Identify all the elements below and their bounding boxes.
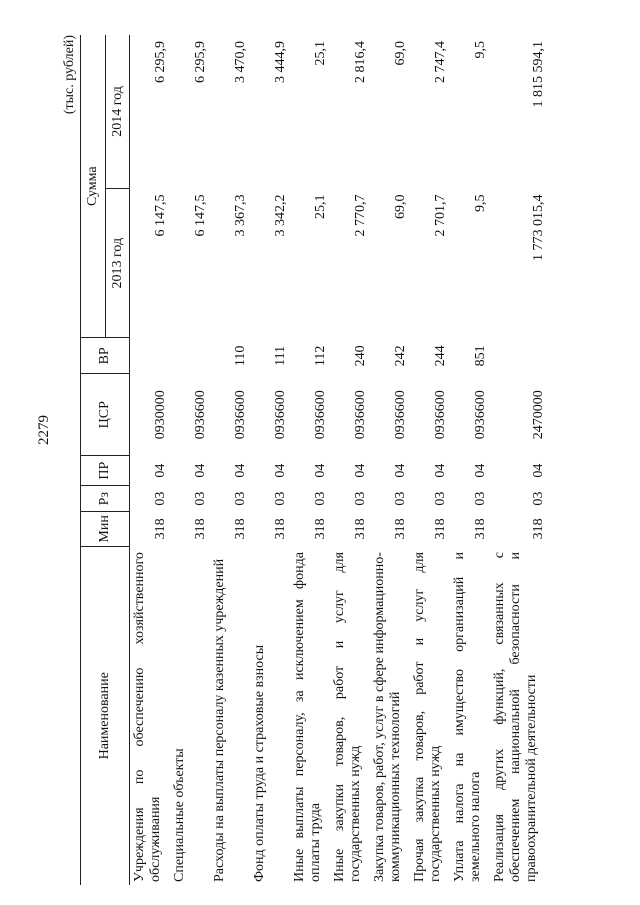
table-row bbox=[330, 35, 370, 885]
header-vr: ВР bbox=[81, 338, 130, 374]
row-sum-2013: 2 770,7 bbox=[352, 194, 368, 237]
row-sum-2013: 6 147,5 bbox=[192, 194, 208, 237]
row-csr: 0936600 bbox=[272, 390, 288, 440]
row-vr bbox=[130, 338, 171, 374]
table-row bbox=[450, 35, 490, 885]
row-pr: 04 bbox=[232, 463, 248, 478]
row-sum-2013: 9,5 bbox=[472, 194, 488, 212]
row-csr: 0936600 bbox=[432, 390, 448, 440]
row-sum-2014: 2 747,4 bbox=[432, 41, 448, 83]
row-csr: 0936600 bbox=[352, 390, 368, 440]
row-min: 318 bbox=[272, 518, 288, 540]
table-row bbox=[170, 35, 210, 885]
row-min: 318 bbox=[530, 518, 546, 540]
row-sum-2014: 69,0 bbox=[392, 41, 408, 66]
row-sum-2014: 6 295,9 bbox=[192, 41, 208, 83]
row-min: 318 bbox=[352, 518, 368, 540]
row-name: Реализация других функций, связанных с обеспечением национальной безопасности и правоохранительной деятельности bbox=[492, 552, 539, 882]
row-csr: 2470000 bbox=[530, 390, 546, 440]
row-vr: 110 bbox=[232, 345, 248, 367]
row-sum-2014: 9,5 bbox=[472, 41, 488, 59]
header-min: Мин bbox=[81, 512, 130, 546]
row-name: Специальные объекты bbox=[172, 748, 188, 882]
row-sum-2013: 69,0 bbox=[392, 194, 408, 219]
row-csr: 0936600 bbox=[392, 390, 408, 440]
row-name: Иные закупки товаров, работ и услуг для государственных нужд bbox=[332, 552, 364, 882]
row-rz: 03 bbox=[472, 491, 488, 506]
row-pr: 04 bbox=[392, 463, 408, 478]
row-name: Иные выплаты персоналу, за исключением фонда оплаты труда bbox=[292, 552, 324, 882]
row-vr bbox=[490, 338, 548, 374]
header-2013: 2013 год bbox=[105, 188, 130, 337]
table-row bbox=[130, 35, 171, 885]
row-min: 318 bbox=[312, 518, 328, 540]
row-sum-2013: 1 773 015,4 bbox=[530, 194, 546, 261]
header-pr: ПР bbox=[81, 456, 130, 486]
row-name: Расходы на выплаты персоналу казенных учреждений bbox=[212, 558, 228, 882]
budget-table bbox=[80, 35, 548, 885]
row-name: Закупка товаров, работ, услуг в сфере информационно-коммуникационных технологий bbox=[372, 552, 404, 882]
row-csr: 0936600 bbox=[192, 390, 208, 440]
row-rz: 03 bbox=[152, 491, 168, 506]
row-vr: 242 bbox=[392, 345, 408, 367]
row-rz: 03 bbox=[272, 491, 288, 506]
row-pr: 04 bbox=[352, 463, 368, 478]
row-sum-2013: 3 367,3 bbox=[232, 194, 248, 237]
row-pr: 04 bbox=[192, 463, 208, 478]
row-rz: 03 bbox=[312, 491, 328, 506]
table-header bbox=[81, 35, 130, 885]
header-rz: Рз bbox=[81, 486, 130, 512]
row-sum-2013: 6 147,5 bbox=[152, 194, 168, 237]
row-min: 318 bbox=[432, 518, 448, 540]
row-rz: 03 bbox=[192, 491, 208, 506]
row-name: Уплата налога на имущество организаций и земельного налога bbox=[452, 552, 484, 882]
row-sum-2014: 3 470,0 bbox=[232, 41, 248, 83]
row-rz: 03 bbox=[432, 491, 448, 506]
units-label: (тыс. рублей) bbox=[62, 35, 77, 115]
row-name: Учреждения по обеспечению хозяйственного обслуживания bbox=[132, 552, 164, 882]
row-rz: 03 bbox=[530, 491, 546, 506]
header-2014: 2014 год bbox=[105, 35, 130, 188]
row-rz: 03 bbox=[392, 491, 408, 506]
row-sum-2013: 25,1 bbox=[312, 194, 328, 219]
row-vr: 851 bbox=[472, 345, 488, 367]
row-sum-2013: 2 701,7 bbox=[432, 194, 448, 237]
row-vr: 244 bbox=[432, 345, 448, 367]
row-pr: 04 bbox=[472, 463, 488, 478]
row-sum-2014: 3 444,9 bbox=[272, 41, 288, 83]
row-min: 318 bbox=[192, 518, 208, 540]
table-body bbox=[130, 35, 549, 885]
row-csr: 0936600 bbox=[232, 390, 248, 440]
row-pr: 04 bbox=[152, 463, 168, 478]
row-sum-2014: 2 816,4 bbox=[352, 41, 368, 83]
row-vr: 111 bbox=[272, 345, 288, 366]
row-vr bbox=[170, 338, 210, 374]
row-min: 318 bbox=[392, 518, 408, 540]
table-row bbox=[410, 35, 450, 885]
row-pr: 04 bbox=[530, 463, 546, 478]
table-row bbox=[290, 35, 330, 885]
row-csr: 0930000 bbox=[152, 390, 168, 440]
header-name: Наименование bbox=[81, 546, 130, 885]
row-pr: 04 bbox=[272, 463, 288, 478]
row-sum-2014: 6 295,9 bbox=[152, 41, 168, 83]
row-rz: 03 bbox=[232, 491, 248, 506]
table-row bbox=[490, 35, 548, 885]
row-rz: 03 bbox=[352, 491, 368, 506]
row-min: 318 bbox=[232, 518, 248, 540]
row-sum-2014: 1 815 594,1 bbox=[530, 41, 546, 108]
table-row bbox=[250, 35, 290, 885]
table-row bbox=[370, 35, 410, 885]
row-name: Прочая закупка товаров, работ и услуг для государственных нужд bbox=[412, 552, 444, 882]
row-name: Фонд оплаты труда и страховые взносы bbox=[252, 644, 268, 882]
row-min: 318 bbox=[152, 518, 168, 540]
row-min: 318 bbox=[472, 518, 488, 540]
row-vr: 240 bbox=[352, 345, 368, 367]
row-csr: 0936600 bbox=[312, 390, 328, 440]
row-csr: 0936600 bbox=[472, 390, 488, 440]
page-number: 2279 bbox=[36, 415, 52, 445]
table-row bbox=[210, 35, 250, 885]
row-vr: 112 bbox=[312, 345, 328, 367]
header-csr: ЦСР bbox=[81, 374, 130, 456]
row-sum-2014: 25,1 bbox=[312, 41, 328, 66]
header-sum: Сумма bbox=[81, 35, 106, 338]
row-pr: 04 bbox=[432, 463, 448, 478]
row-pr: 04 bbox=[312, 463, 328, 478]
row-sum-2013: 3 342,2 bbox=[272, 194, 288, 237]
rotated-page-content bbox=[62, 35, 582, 885]
